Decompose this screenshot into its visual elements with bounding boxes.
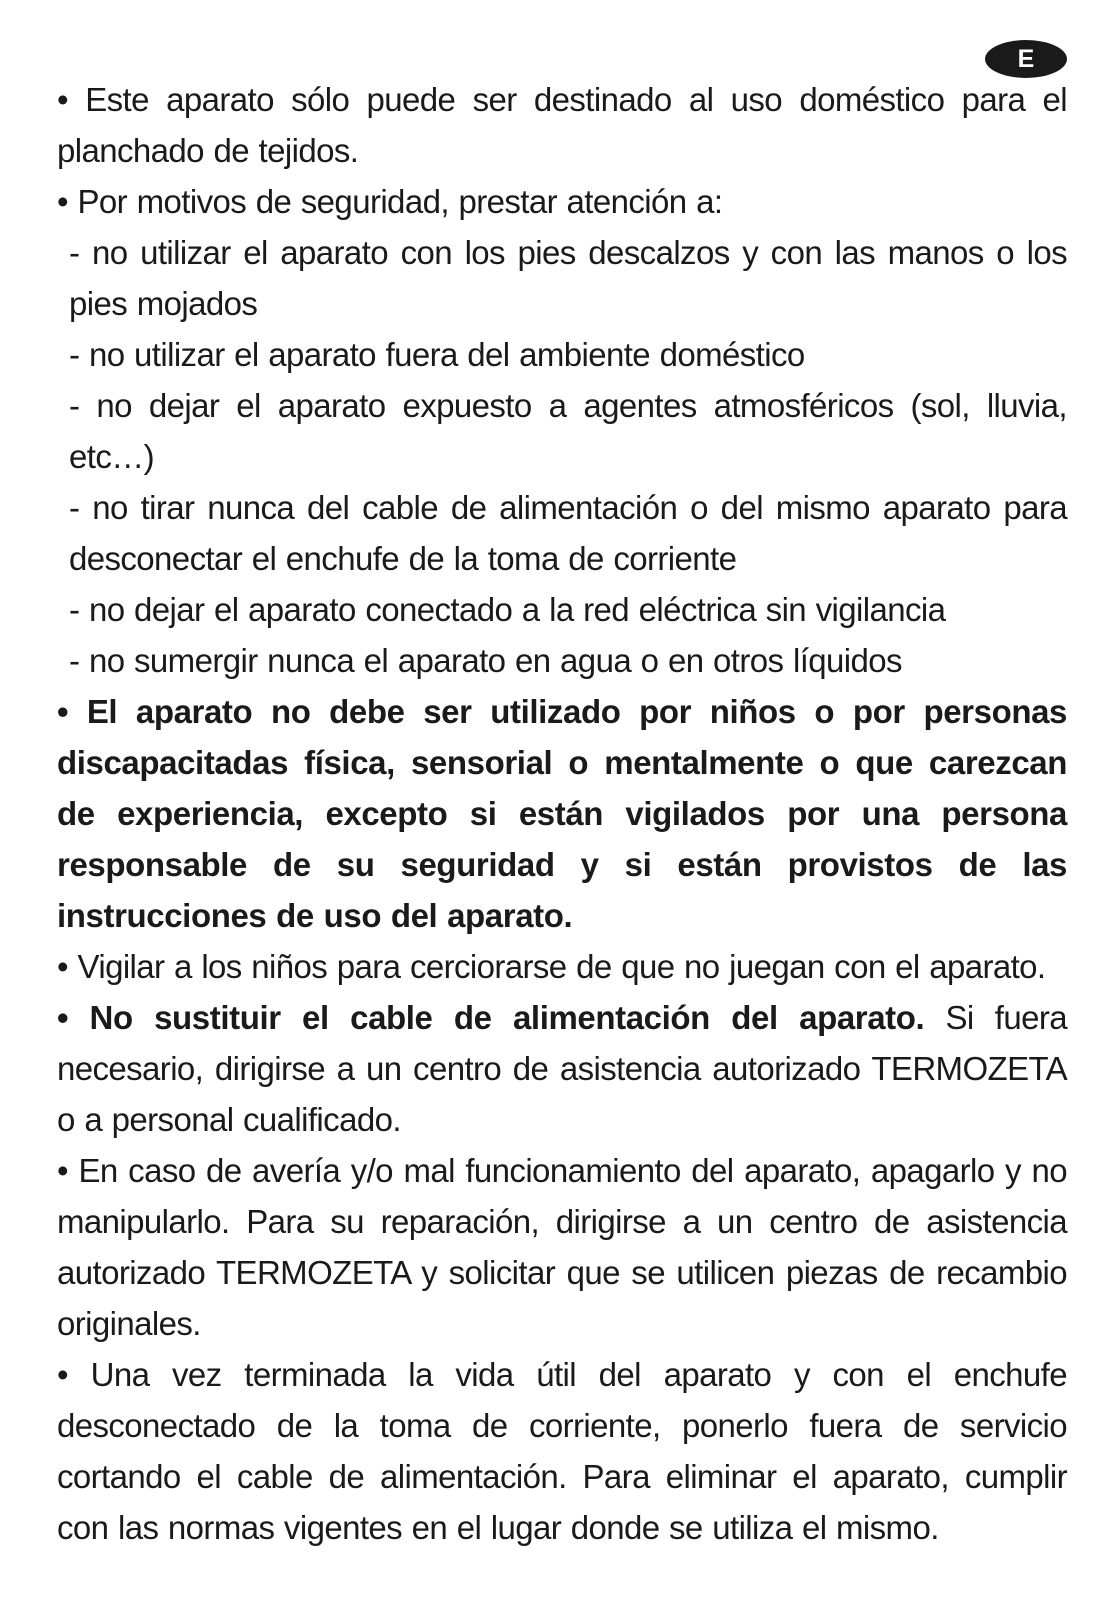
- safety-item-water: - no sumergir nunca el aparato en agua o en otros líquidos: [69, 642, 902, 679]
- paragraph-children-warning: • El aparato no debe ser utilizado por niños o por personas discapacitadas física, sensorial o mentalmente o que carezcan de experiencia, excepto si están vigilados por una persona responsable de su seguridad y si están provistos de las instrucciones de uso del aparato.: [57, 693, 1067, 934]
- manual-page: [57, 74, 1067, 1553]
- paragraph-safety-intro: • Por motivos de seguridad, prestar atención a:: [57, 183, 723, 220]
- paragraph-disposal: • Una vez terminada la vida útil del aparato y con el enchufe desconectado de la toma de corriente, ponerlo fuera de servicio cortando el cable de alimentación. Para eliminar el aparato, cumplir con las normas vigentes en el lugar donde se utiliza el mismo.: [57, 1356, 1067, 1546]
- paragraph-domestic-use: • Este aparato sólo puede ser destinado al uso doméstico para el planchado de tejidos.: [57, 81, 1067, 169]
- paragraph-supervise-children: • Vigilar a los niños para cerciorarse de que no juegan con el aparato.: [57, 948, 1046, 985]
- safety-item-cable: - no tirar nunca del cable de alimentación o del mismo aparato para desconectar el enchufe de la toma de corriente: [69, 489, 1067, 577]
- paragraph-cable-replacement: [57, 992, 1067, 1145]
- paragraph-malfunction: • En caso de avería y/o mal funcionamiento del aparato, apagarlo y no manipularlo. Para su reparación, dirigirse a un centro de asistencia autorizado TERMOZETA y solicitar que se utilicen piezas de recambio originales.: [57, 1152, 1067, 1342]
- cable-warning-bold: • No sustituir el cable de alimentación del aparato.: [57, 999, 925, 1036]
- safety-item-unattended: - no dejar el aparato conectado a la red eléctrica sin vigilancia: [69, 591, 946, 628]
- language-badge: E: [985, 40, 1067, 78]
- safety-item-weather: - no dejar el aparato expuesto a agentes atmosféricos (sol, lluvia, etc…): [69, 387, 1067, 475]
- safety-item-barefoot: - no utilizar el aparato con los pies descalzos y con las manos o los pies mojados: [69, 234, 1067, 322]
- cable-warning-rest: Si fuera necesario, dirigirse a un centro de asistencia autorizado TERMOZETA o a personal cualificado.: [57, 999, 1067, 1138]
- safety-item-outdoor: - no utilizar el aparato fuera del ambiente doméstico: [69, 336, 805, 373]
